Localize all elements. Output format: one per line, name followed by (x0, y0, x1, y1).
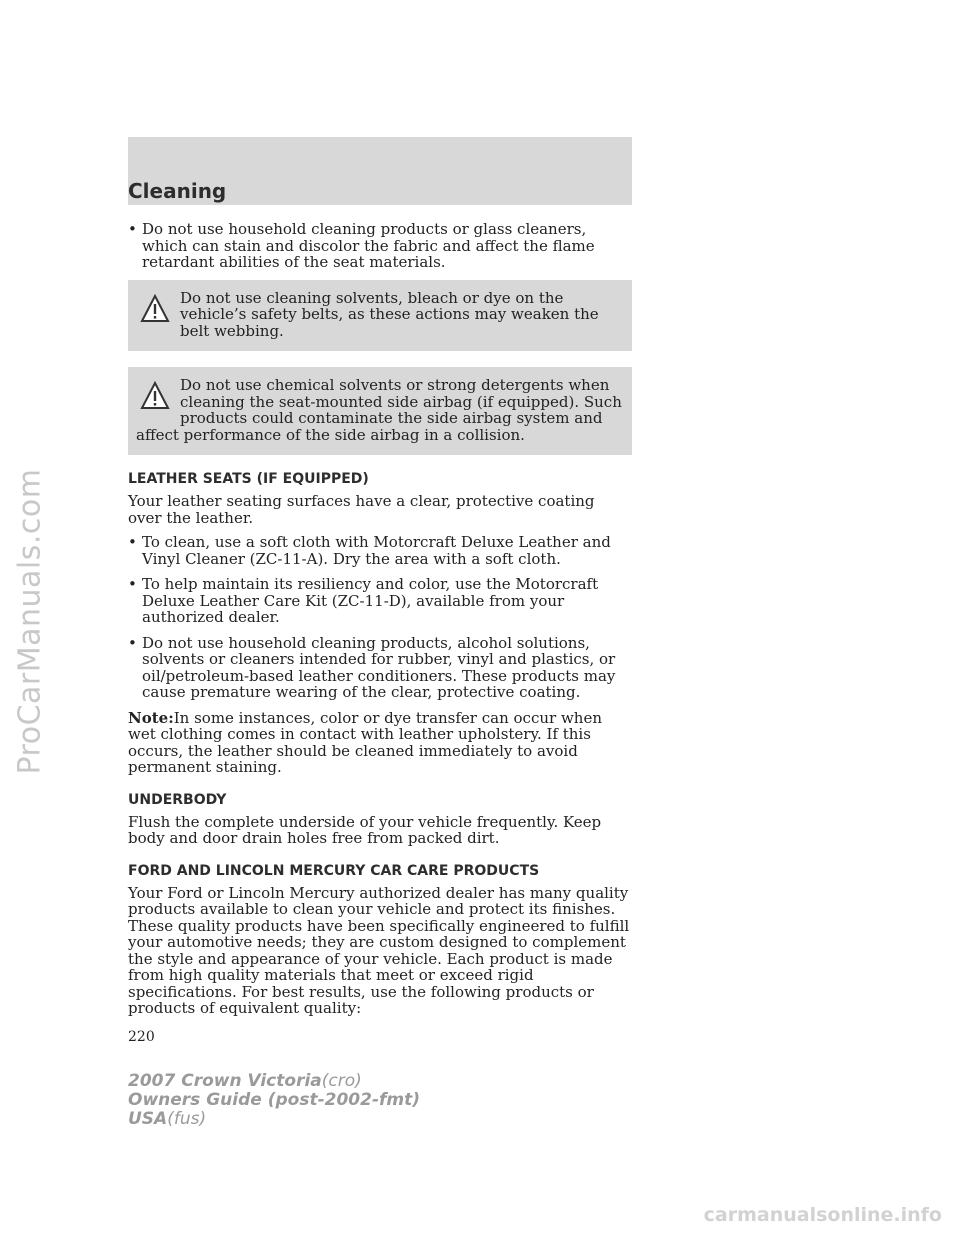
section-header (128, 137, 632, 205)
bottom-watermark: carmanualsonline.info (703, 1204, 942, 1226)
page-number: 220 (128, 1028, 155, 1045)
bullet-dot: • (128, 533, 137, 551)
note-label: Note: (128, 708, 174, 727)
side-watermark (0, 0, 60, 1242)
bullet-dot: • (128, 633, 137, 652)
warning-triangle-icon (140, 294, 170, 324)
leather-note (128, 710, 632, 776)
underbody-text: Flush the complete underside of your vehicle frequently. Keep body and door drain holes free from packed dirt. (128, 812, 602, 847)
footer-line-1 (128, 1072, 420, 1091)
heading-underbody: UNDERBODY (128, 791, 227, 808)
leather-bullet (128, 576, 632, 626)
document-footer (128, 1072, 420, 1129)
heading-leather-seats: LEATHER SEATS (IF EQUIPPED) (128, 471, 369, 487)
footer-model: 2007 Crown Victoria (128, 1071, 322, 1091)
intro-bullet (128, 221, 632, 271)
section-title: Cleaning (128, 179, 227, 203)
note-text: In some instances, color or dye transfer can occur when wet clothing comes in contact with leather upholstery. If this occurs, the leather should be cleaned immediately to avoid permanent staining. (128, 708, 602, 776)
warning-box-side-airbag (128, 367, 632, 455)
footer-market: USA (128, 1109, 168, 1129)
car-care-products-text: Your Ford or Lincoln Mercury authorized dealer has many quality products available to clean your vehicle and protect its finishes. These quality products have been specifically engineered to fulfill your automotive needs; they are custom designed to complement the style and appearance of your vehicle. Each product is made from high quality materials that meet or exceed rigid specifications. For best results, use the following products or products of equivalent quality: (128, 883, 630, 1017)
bullet-text: Do not use household cleaning products or glass cleaners, which can stain and discolor the fabric and affect the flame retardant abilities of the seat materials. (142, 220, 595, 271)
bullet-dot: • (128, 575, 137, 593)
bullet-text: To help maintain its resiliency and color, use the Motorcraft Deluxe Leather Care Kit (ZC-11-D), available from your authorized dealer. (142, 575, 599, 626)
bullet-dot: • (128, 220, 137, 238)
page-content (128, 221, 632, 1045)
side-watermark-text: ProCarManuals.com (12, 467, 48, 775)
warning-text: Do not use cleaning solvents, bleach or dye on the vehicle’s safety belts, as these actions may weaken the belt webbing. (180, 288, 599, 340)
warning-triangle-icon (140, 381, 170, 411)
bullet-text: To clean, use a soft cloth with Motorcraft Deluxe Leather and Vinyl Cleaner (ZC-11-A). Dry the area with a soft cloth. (142, 533, 611, 568)
footer-line-2 (128, 1091, 420, 1110)
warning-box-safety-belts (128, 280, 632, 352)
leather-bullet (128, 635, 632, 701)
heading-car-care-products: FORD AND LINCOLN MERCURY CAR CARE PRODUCTS (128, 862, 540, 879)
footer-guide: Owners Guide (post-2002-fmt) (128, 1090, 421, 1110)
bullet-text: Do not use household cleaning products, alcohol solutions, solvents or cleaners intended for rubber, vinyl and plastics, or oil/petroleum-based leather conditioners. These products may cause premature wearing of the clear, protective coating. (142, 633, 616, 701)
leather-bullet (128, 534, 632, 567)
footer-model-code: (cro) (321, 1071, 362, 1091)
warning-text: Do not use chemical solvents or strong detergents when cleaning the seat-mounted side airbag (if equipped). Such products could contaminate the side airbag system and affect performance of the side airbag in a collision. (136, 376, 622, 444)
footer-line-3 (128, 1110, 420, 1129)
footer-market-code: (fus) (167, 1109, 207, 1129)
leather-intro: Your leather seating surfaces have a clear, protective coating over the leather. (128, 492, 595, 527)
